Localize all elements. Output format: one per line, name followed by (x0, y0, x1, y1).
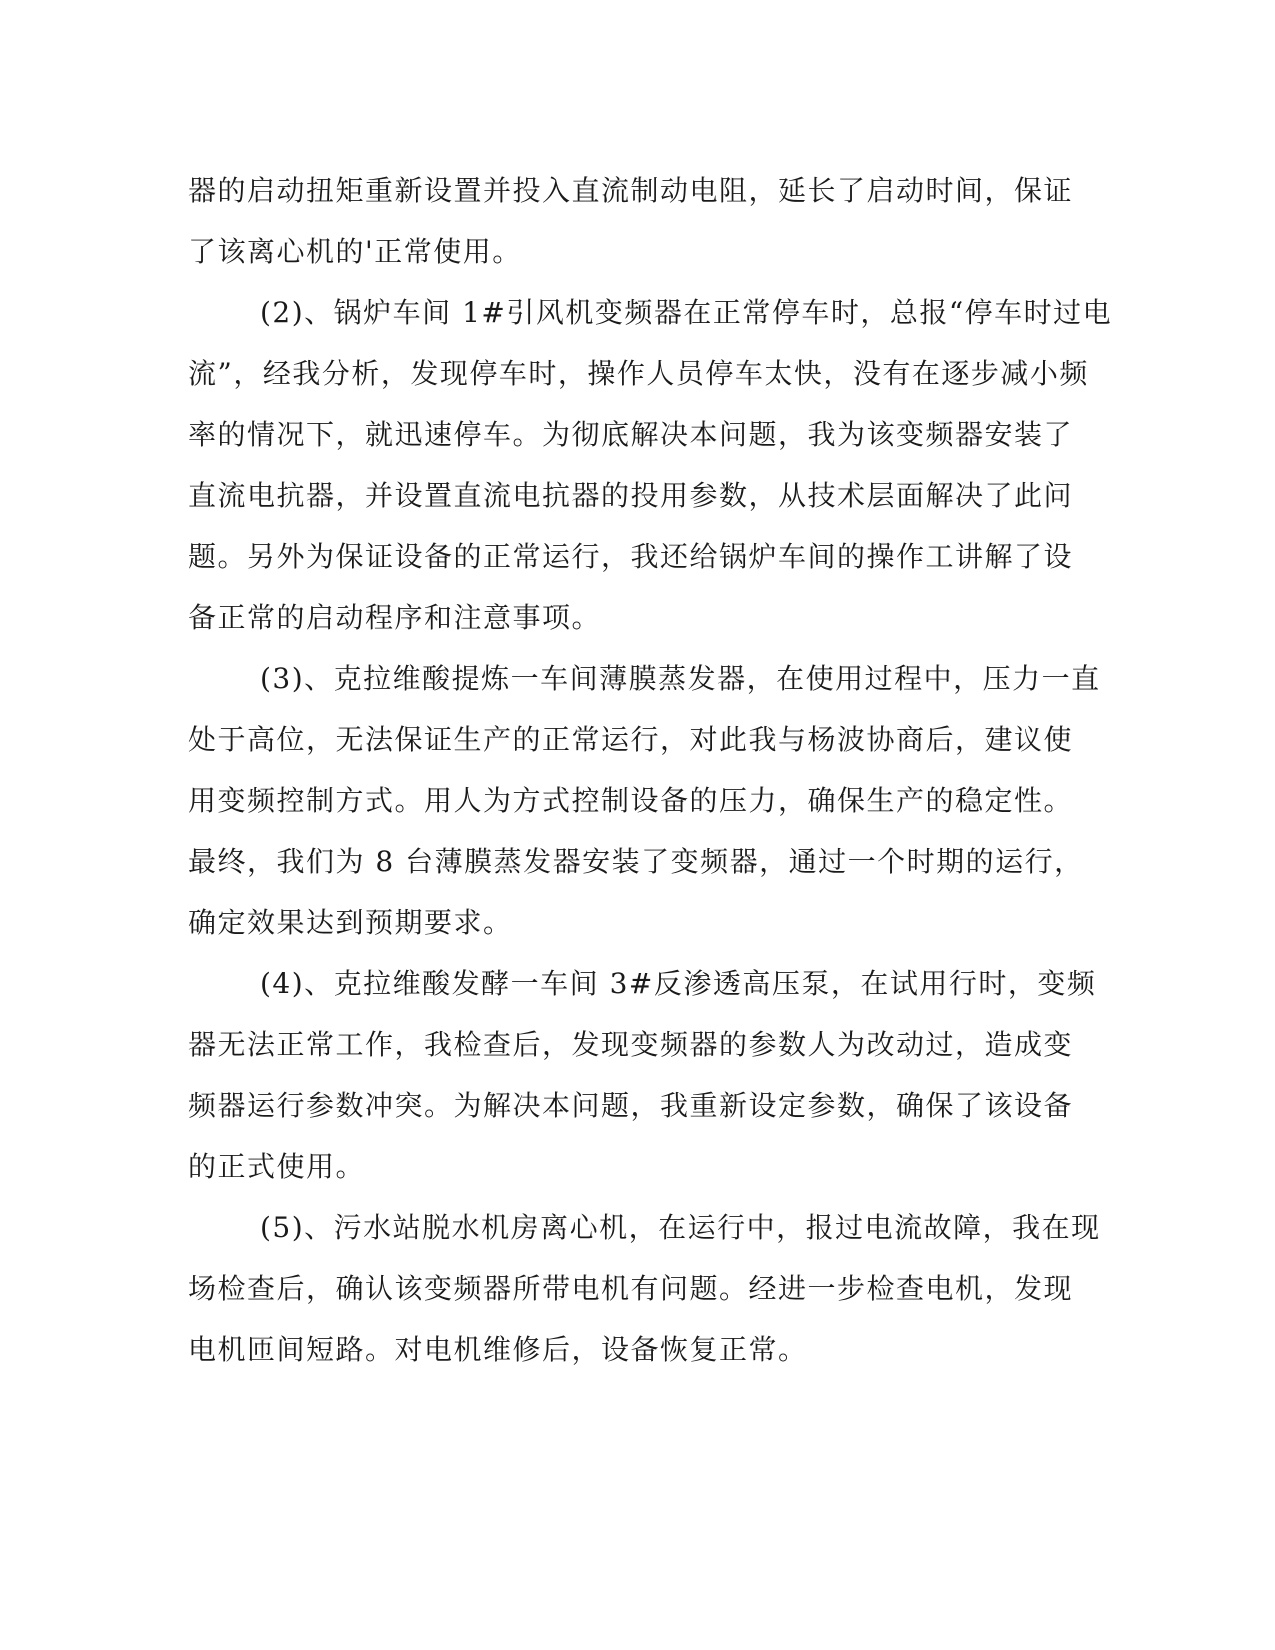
paragraph-line: 的正式使用。 (188, 1150, 366, 1183)
document-body (188, 160, 1113, 1380)
paragraph-5 (188, 1197, 1101, 1380)
paragraph-line: 器的启动扭矩重新设置并投入直流制动电阻，延长了启动时间，保证 (188, 174, 1074, 207)
paragraph-line: (3)、克拉维酸提炼一车间薄膜蒸发器，在使用过程中，压力一直 (260, 662, 1101, 695)
paragraph-line: 处于高位，无法保证生产的正常运行，对此我与杨波协商后，建议使 (188, 723, 1074, 756)
paragraph-line: 题。另外为保证设备的正常运行，我还给锅炉车间的操作工讲解了设 (188, 540, 1074, 573)
paragraph-line: 电机匝间短路。对电机维修后，设备恢复正常。 (188, 1333, 808, 1366)
paragraph-line: 用变频控制方式。用人为方式控制设备的压力，确保生产的稳定性。 (188, 784, 1074, 817)
paragraph-1 (188, 160, 1088, 282)
paragraph-line: 器无法正常工作，我检查后，发现变频器的参数人为改动过，造成变 (188, 1028, 1074, 1061)
paragraph-4 (188, 953, 1097, 1197)
paragraph-line: (2)、锅炉车间 1#引风机变频器在正常停车时，总报“停车时过电 (260, 296, 1113, 329)
paragraph-3 (188, 648, 1101, 953)
paragraph-line: 频器运行参数冲突。为解决本问题，我重新设定参数，确保了该设备 (188, 1089, 1074, 1122)
paragraph-2 (188, 282, 1113, 648)
paragraph-line: 了该离心机的'正常使用。 (188, 235, 522, 268)
paragraph-line: 最终，我们为 8 台薄膜蒸发器安装了变频器，通过一个时期的运行， (188, 845, 1084, 878)
paragraph-line: (4)、克拉维酸发酵一车间 3#反渗透高压泵，在试用行时，变频 (260, 967, 1097, 1000)
paragraph-line: 备正常的启动程序和注意事项。 (188, 601, 602, 634)
paragraph-line: 流”，经我分析，发现停车时，操作人员停车太快，没有在逐步减小频 (188, 357, 1089, 390)
paragraph-line: 率的情况下，就迅速停车。为彻底解决本问题，我为该变频器安装了 (188, 418, 1074, 451)
paragraph-line: (5)、污水站脱水机房离心机，在运行中，报过电流故障，我在现 (260, 1211, 1101, 1244)
paragraph-line: 确定效果达到预期要求。 (188, 906, 513, 939)
paragraph-line: 场检查后，确认该变频器所带电机有问题。经进一步检查电机，发现 (188, 1272, 1074, 1305)
paragraph-line: 直流电抗器，并设置直流电抗器的投用参数，从技术层面解决了此问 (188, 479, 1074, 512)
